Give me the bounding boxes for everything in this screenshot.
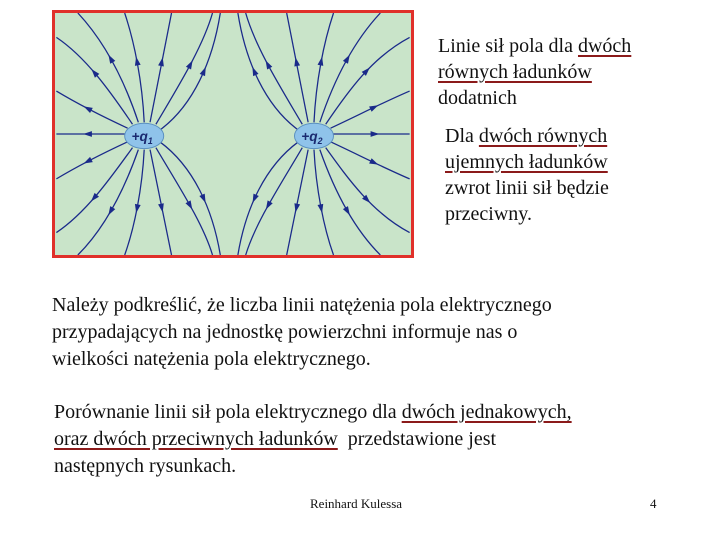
charge-q1-sub: 1	[147, 135, 153, 146]
field-arrow-icon	[84, 106, 93, 113]
paragraph2-underline1: dwóch jednakowych,	[401, 401, 572, 423]
caption2-text: Dla	[445, 125, 479, 147]
charge-q1-sign: +	[131, 128, 140, 144]
field-line	[314, 150, 334, 255]
caption1-underline2: równych ładunków	[438, 61, 592, 83]
charge-q1-letter: q	[139, 128, 148, 144]
field-line	[156, 13, 213, 124]
field-arrow-icon	[318, 204, 324, 213]
caption1-underline1: dwóch	[577, 35, 632, 57]
paragraph2-text2: przedstawione jest	[337, 428, 497, 450]
field-line	[331, 91, 410, 128]
field-arrow-icon	[84, 157, 93, 164]
field-line	[326, 37, 410, 124]
field-arrow-icon	[108, 55, 115, 64]
field-line	[56, 142, 127, 179]
paragraph2-line3: następnych rysunkach.	[54, 455, 237, 477]
field-line	[287, 13, 308, 122]
field-lines-diagram	[55, 13, 411, 255]
page-number: 4	[650, 496, 657, 511]
field-line	[331, 142, 410, 179]
field-arrow-icon	[266, 60, 273, 69]
caption1-text: Linie sił pola dla	[438, 35, 578, 57]
caption2-line4: przeciwny.	[445, 203, 532, 225]
field-line	[238, 13, 299, 130]
footer-author: Reinhard Kulessa	[310, 496, 403, 511]
field-line	[56, 37, 132, 124]
field-lines-figure	[52, 10, 414, 258]
field-arrow-icon	[369, 105, 378, 111]
charge-q2	[294, 123, 333, 148]
field-line	[160, 142, 221, 255]
caption2-line3: zwrot linii sił będzie	[445, 177, 609, 199]
field-line	[56, 91, 127, 128]
caption1-line3: dodatnich	[438, 87, 517, 109]
field-arrow-icon	[343, 206, 350, 215]
paragraph-field-density	[52, 292, 692, 373]
field-line	[287, 150, 308, 255]
field-arrow-icon	[266, 200, 273, 209]
field-arrow-icon	[135, 57, 141, 66]
field-line	[56, 148, 132, 233]
paragraph-comparison	[54, 399, 694, 480]
field-arrow-icon	[369, 158, 378, 164]
field-arrow-icon	[83, 131, 92, 137]
field-line	[150, 150, 171, 255]
paragraph2-text1: Porównanie linii sił pola elektrycznego dla	[54, 401, 402, 423]
field-line	[125, 13, 145, 122]
paragraph2-underline2: oraz dwóch przeciwnych ładunków	[54, 428, 338, 450]
paragraph1-line3: wielkości natężenia pola elektrycznego.	[52, 348, 371, 370]
field-line	[160, 13, 221, 130]
field-line	[246, 148, 303, 255]
field-line	[125, 150, 145, 255]
field-line	[326, 148, 410, 233]
field-arrow-icon	[252, 67, 258, 76]
field-line	[246, 13, 303, 124]
field-arrow-icon	[199, 194, 205, 203]
charge-q2-sign: +	[301, 128, 310, 144]
field-line	[238, 142, 299, 255]
charge-q2-sub: 2	[317, 135, 323, 146]
field-arrow-icon	[186, 60, 193, 69]
charge-q2-letter: q	[309, 128, 318, 144]
field-arrow-icon	[185, 200, 192, 209]
field-arrow-icon	[343, 55, 350, 64]
caption-equal-positive	[438, 33, 631, 111]
field-arrow-icon	[135, 204, 141, 213]
paragraph1-line2: przypadających na jednostkę powierzchni informuje nas o	[52, 321, 518, 343]
caption2-underline2: ujemnych ładunków	[445, 151, 608, 173]
field-arrow-icon	[108, 206, 115, 215]
field-line	[156, 148, 213, 255]
field-arrow-icon	[253, 194, 259, 203]
caption-equal-negative	[445, 123, 609, 227]
paragraph1-line1: Należy podkreślić, że liczba linii natężenia pola elektrycznego	[52, 294, 552, 316]
charge-q1	[125, 123, 164, 148]
field-arrow-icon	[200, 67, 206, 76]
field-arrow-icon	[371, 131, 380, 137]
caption2-underline1: dwóch równych	[478, 125, 608, 147]
field-arrow-icon	[318, 57, 324, 66]
field-line	[150, 13, 171, 122]
field-line	[314, 13, 334, 122]
